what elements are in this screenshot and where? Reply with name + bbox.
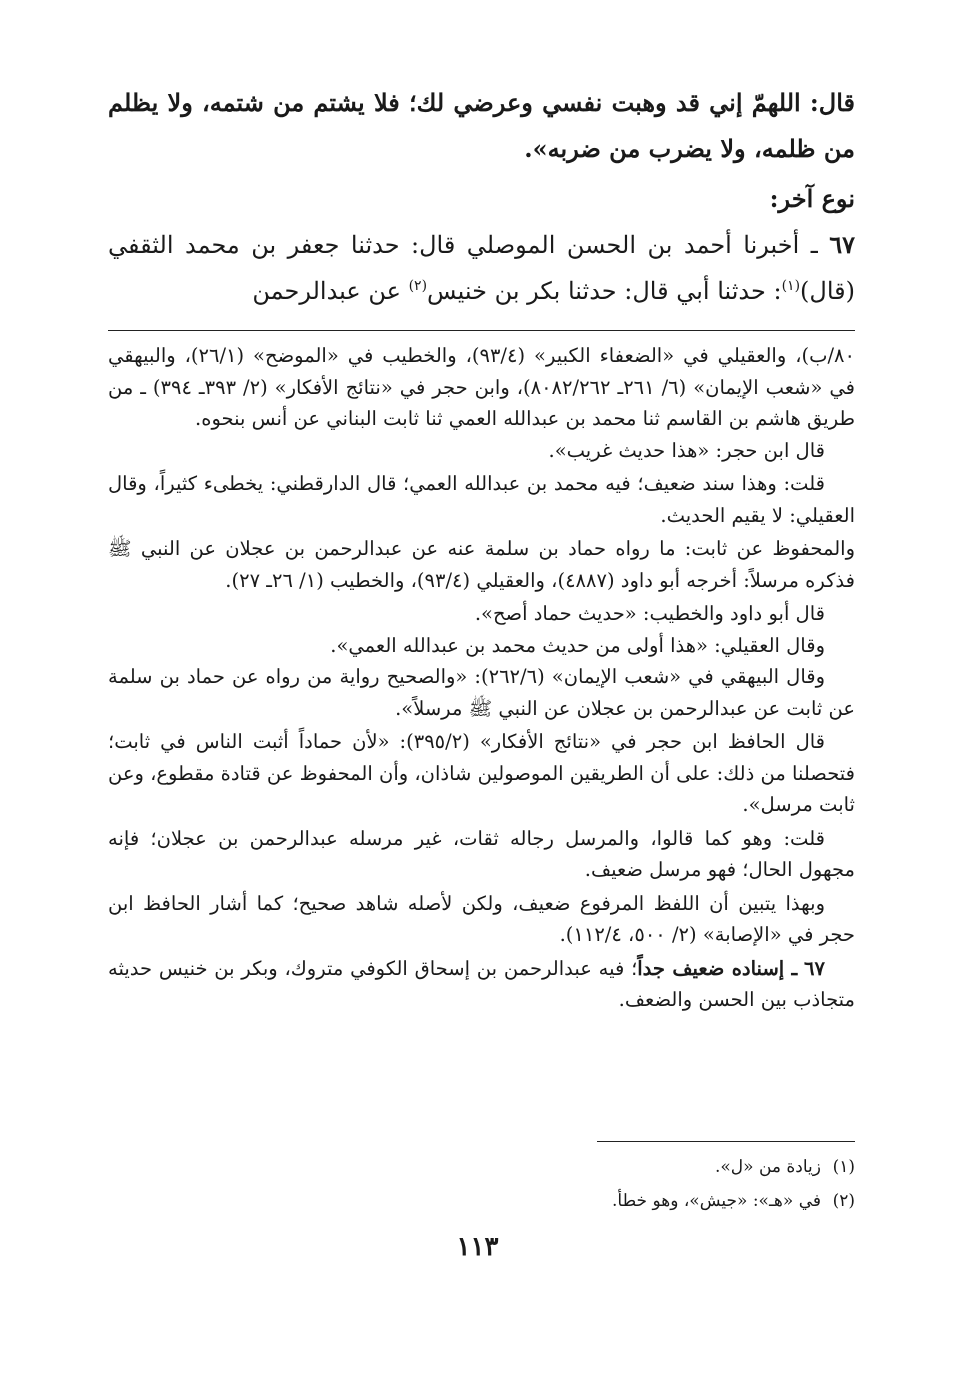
- footnote-2-text: في «هـ»: «جيش»، وهو خطأ.: [612, 1191, 821, 1211]
- note-hadith-67: [108, 953, 855, 1016]
- note-grade: ـ إسناده ضعيف جداً: [637, 956, 798, 980]
- page-number: ١١٣: [456, 1232, 499, 1262]
- footnote-1-text: زيادة من «ل».: [714, 1157, 821, 1177]
- footnote-marker-1: (١): [781, 278, 801, 294]
- notes-divider: [108, 330, 855, 331]
- note-abu-dawud: قال أبو داود والخطيب: «حديث حماد أصح».: [474, 602, 825, 625]
- hadith-text-c: عن عبدالرحمن: [252, 277, 409, 305]
- hadith-number: ٦٧: [829, 230, 855, 259]
- footnote-1: [108, 1150, 855, 1184]
- commentary-notes: [108, 340, 855, 1016]
- note-ibn-hajar: قال ابن حجر: «هذا حديث غريب».: [548, 438, 825, 462]
- footnote-2: [108, 1184, 855, 1218]
- note-hadith-number: ٦٧: [804, 956, 825, 980]
- hadith-paragraph: [108, 222, 855, 314]
- footnotes: [108, 1150, 855, 1218]
- hadith-text-a: ـ أخبرنا أحمد بن الحسن الموصلي قال: حدثنا جعفر بن محمد الثقفي (قال): [108, 231, 855, 305]
- footnote-1-number: (١): [832, 1157, 855, 1177]
- note-mahfuz: والمحفوظ عن ثابت: ما رواه حماد بن سلمة عنه عن عبدالرحمن بن عجلان عن النبي ﷺ فذكره مرسلاً: أخرجه أبو داود (٤٨٨٧)، والعقيلي (٩٣/٤)، والخطيب (١/ ٢٦ـ ٢٧).: [108, 537, 855, 592]
- note-hafiz: قال الحافظ ابن حجر في «نتائج الأفكار» (٣٩٥/٢): «لأن حماداً أثبت الناس في ثابت؛ فتحصلنا من ذلك: على أن الطريقين الموصولين شاذان، وأن المحفوظ عن قتادة مقطوع، وعن ثابت مرسل».: [108, 730, 855, 816]
- note-sanad-weak: قلت: وهذا سند ضعيف؛ فيه محمد بن عبدالله العمي؛ قال الدارقطني: يخطىء كثيراً، وقال العقيلي: لا يقيم الحديث.: [108, 472, 855, 527]
- note-conclusion: قلت: وهو كما قالوا، والمرسل رجاله ثقات، غير مرسله عبدالرحمن بن عجلان؛ فإنه مجهول الحال؛ فهو مرسل ضعيف.: [108, 826, 855, 881]
- note-uqayli: وقال العقيلي: «هذا أولى من حديث محمد بن عبدالله العمي».: [330, 633, 825, 657]
- footnote-marker-2: (٢): [408, 278, 428, 294]
- section-heading: نوع آخر:: [769, 184, 855, 213]
- hadith-ending-paragraph: قال: اللهمّ إني قد وهبت نفسي وعرضي لك؛ فلا يشتم من شتمه، ولا يظلم من ظلمه، ولا يضرب من ضربه».: [108, 88, 856, 163]
- note-shahid: وبهذا يتبين أن اللفظ المرفوع ضعيف، ولكن لأصله شاهد صحيح؛ كما أشار الحافظ ابن حجر في «الإصابة» (٢/ ٥٠٠، ١١٢/٤).: [108, 891, 855, 946]
- main-text: [108, 80, 855, 314]
- note-sources: ٨٠/ب)، والعقيلي في «الضعفاء الكبير» (٩٣/٤)، والخطيب في «الموضح» (٢٦/١)، والبيهقي في «شعب الإيمان» (٦/ ٢٦١ـ ٨٠٨٢/٢٦٢)، وابن حجر في «نتائج الأفكار» (٢/ ٣٩٣ـ ٣٩٤) ـ من طريق هاشم بن القاسم ثنا محمد بن عبدالله العمي ثنا ثابت البناني عن أنس بنحوه.: [108, 344, 855, 430]
- footnotes-divider: [597, 1141, 855, 1142]
- note-bayhaqi: وقال البيهقي في «شعب الإيمان» (٢٦٢/٦): «والصحيح رواية من رواه عن حماد بن سلمة عن ثابت عن عبدالرحمن بن عجلان عن النبي ﷺ مرسلاً».: [108, 665, 855, 720]
- hadith-text-b: : حدثنا أبي قال: حدثنا بكر بن خنيس: [427, 277, 782, 305]
- note-grade-detail: ؛ فيه عبدالرحمن بن إسحاق الكوفي متروك، وبكر بن خنيس حديثه متجاذب بين الحسن والضعف.: [108, 956, 855, 1011]
- footnote-2-number: (٢): [832, 1191, 855, 1211]
